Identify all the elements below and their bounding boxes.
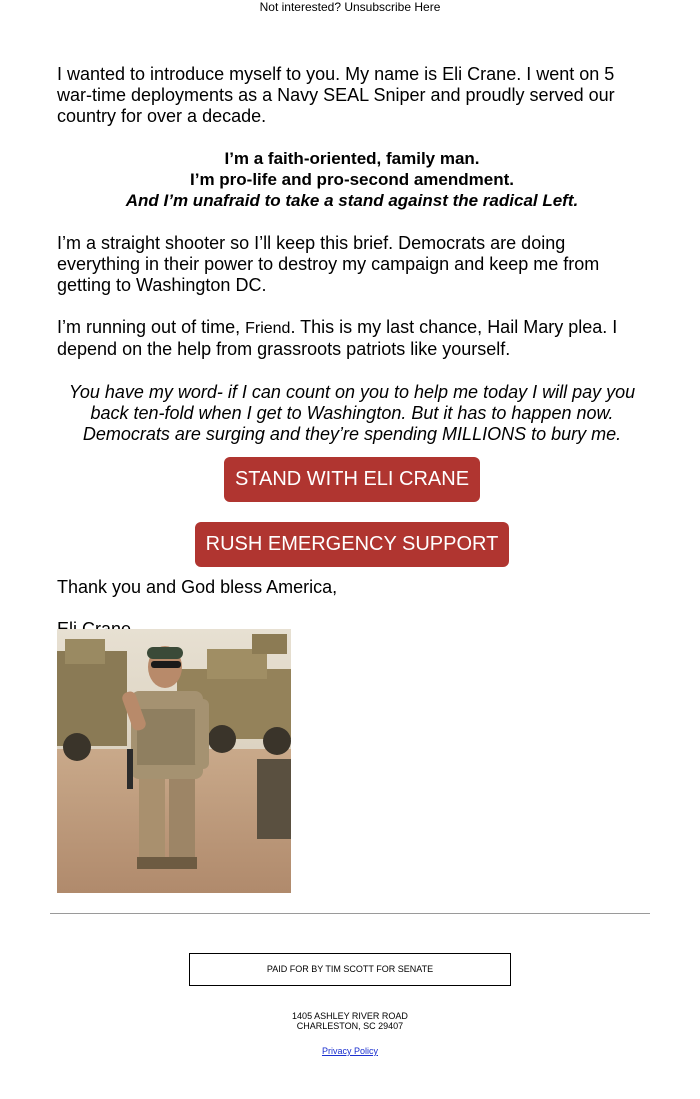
paid-for-disclaimer: PAID FOR BY TIM SCOTT FOR SENATE	[189, 953, 511, 986]
intro-paragraph: I wanted to introduce myself to you. My name is Eli Crane. I went on 5 war-time deployments as a Navy SEAL Sniper and proudly served our country for over a decade.	[57, 64, 615, 126]
stand-with-eli-crane-button[interactable]: STAND WITH ELI CRANE	[224, 457, 480, 502]
plea-text-start: I’m running out of time,	[57, 317, 246, 337]
email-body	[57, 64, 647, 640]
rush-emergency-support-button[interactable]: RUSH EMERGENCY SUPPORT	[195, 522, 510, 567]
closing-line: Thank you and God bless America,	[57, 577, 338, 597]
footer-divider	[50, 913, 650, 914]
privacy-row	[0, 1046, 700, 1056]
candidate-photo	[57, 629, 291, 893]
secondary-cta-wrap	[57, 522, 647, 567]
address-line-1: 1405 ASHLEY RIVER ROAD	[292, 1011, 408, 1021]
plea-paragraph	[57, 317, 647, 360]
plea-text-end: . This is my last chance, Hail Mary plea. I depend on the help from grassroots patriots like yourself.	[57, 317, 618, 359]
address-line-2: CHARLESTON, SC 29407	[296, 1021, 404, 1031]
mailing-address	[0, 1011, 700, 1031]
campaign-paragraph: I’m a straight shooter so I’ll keep this brief. Democrats are doing everything in their power to destroy my campaign and keep me from getting to Washington DC.	[57, 233, 600, 295]
unsubscribe-link[interactable]: Not interested? Unsubscribe Here	[259, 0, 441, 14]
primary-cta-wrap	[57, 457, 647, 502]
values-line-3: And I’m unafraid to take a stand against the radical Left.	[125, 191, 579, 210]
unsubscribe-bar	[0, 0, 700, 14]
recipient-name: Friend	[245, 320, 291, 337]
privacy-policy-link[interactable]: Privacy Policy	[321, 1046, 378, 1056]
values-line-1: I’m a faith-oriented, family man.	[224, 149, 480, 168]
values-line-2: I’m pro-life and pro-second amendment.	[190, 170, 514, 189]
pledge-paragraph: You have my word- if I can count on you to help me today I will pay you back ten-fold when I get to Washington. But it has to happen now. Democrats are surging and they’re spending MILLIONS to bury me.	[68, 382, 636, 444]
values-statement	[57, 148, 647, 211]
